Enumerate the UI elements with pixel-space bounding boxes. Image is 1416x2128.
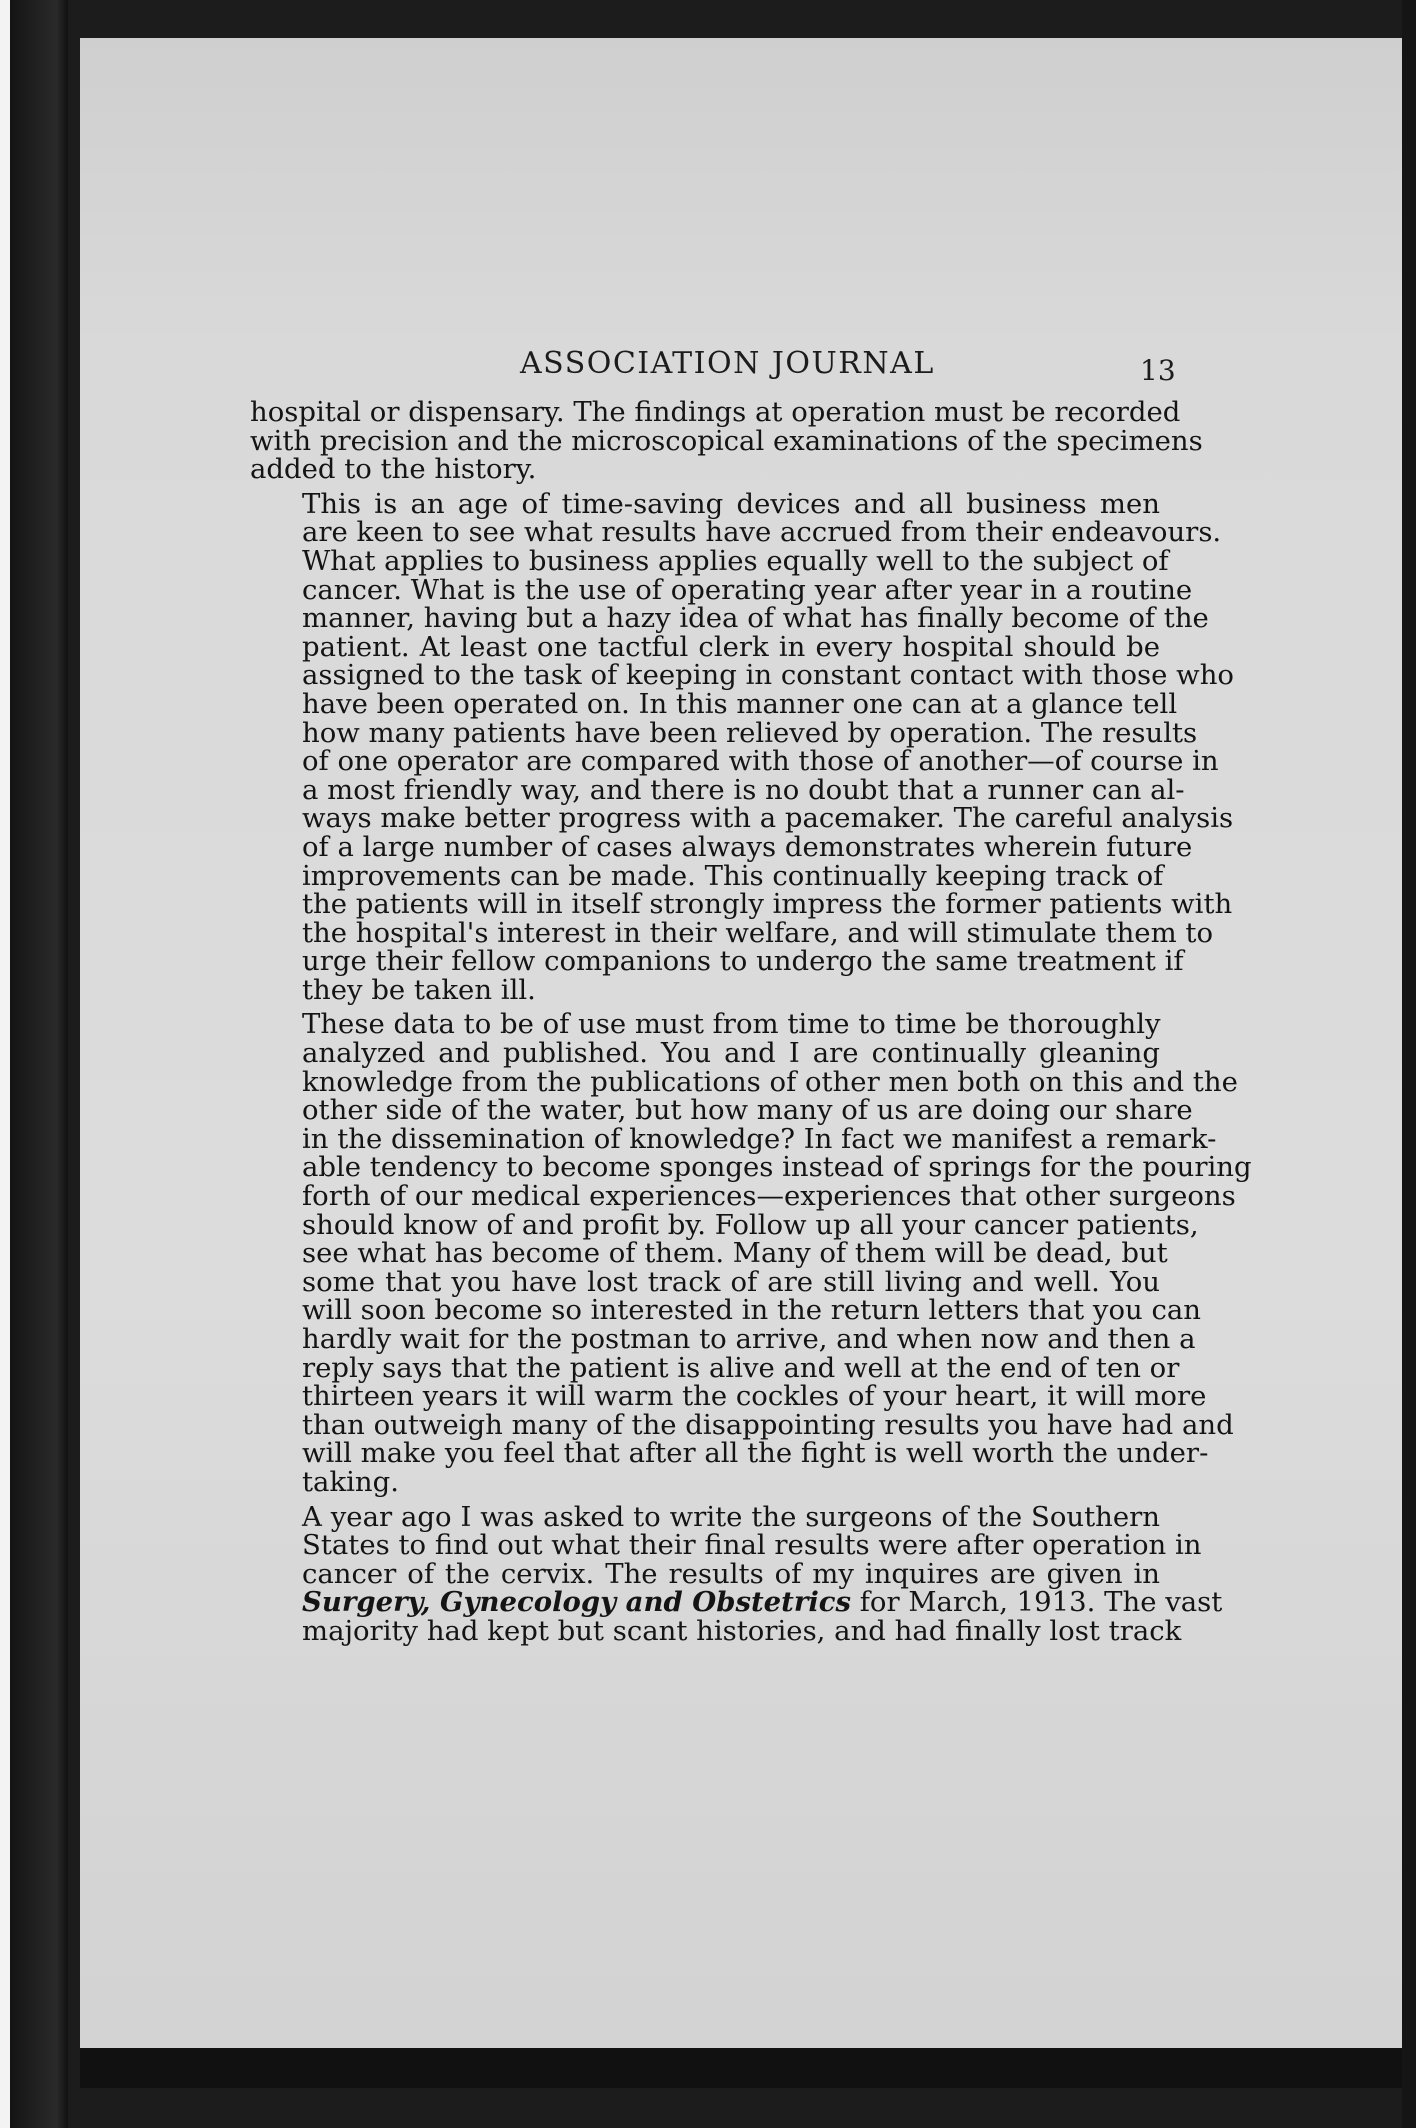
text-line: ways make better progress with a pacemaker. The careful analysis [302,802,1234,835]
paragraph [250,1500,1223,1647]
journal-title: ASSOCIATION JOURNAL [520,346,935,381]
text-line: are keen to see what results have accrued from their endeavours. [302,516,1222,549]
scan-right-edge [1402,0,1416,2128]
text-line: majority had kept but scant histories, and had finally lost track [302,1614,1182,1647]
text-line: some that you have lost track of are still living and well. You [302,1265,1160,1298]
journal-citation: Surgery, Gynecology and Obstetrics [302,1586,852,1619]
text-line: analyzed and published. You and I are continually gleaning [302,1037,1160,1070]
scan-left-margin [0,0,10,2128]
text-line: knowledge from the publications of other men both on this and the [302,1065,1238,1098]
text-line: patient. At least one tactful clerk in every hospital should be [302,630,1160,663]
text-line: taking. [302,1465,399,1498]
text-line: thirteen years it will warm the cockles of your heart, it will more [302,1380,1207,1413]
text-line: cancer. What is the use of operating year after year in a routine [302,573,1193,606]
text-line: the hospital's interest in their welfare, and will stimulate them to [302,916,1214,949]
text-line: other side of the water, but how many of us are doing our share [302,1094,1193,1127]
text-line [250,1586,1223,1619]
scan-bottom-edge [80,2048,1402,2088]
text-line: forth of our medical experiences—experiences that other surgeons [302,1180,1236,1213]
text-line: in the dissemination of knowledge? In fact we manifest a remark- [302,1122,1217,1155]
text-line: manner, having but a hazy idea of what has finally become of the [302,602,1209,635]
text-line: What applies to business applies equally well to the subject of [302,544,1169,577]
text-line: This is an age of time-saving devices and all business men [302,487,1160,520]
page-number: 13 [1140,354,1176,387]
text-line: States to find out what their final results were after operation in [302,1529,1202,1562]
text-line: able tendency to become sponges instead of springs for the pouring [302,1151,1252,1184]
book-page [80,38,1402,2088]
text-line: hospital or dispensary. The findings at operation must be recorded [250,396,1181,428]
text-line: of a large number of cases always demonstrates wherein future [302,830,1193,863]
text-line: added to the history. [250,453,537,486]
text-line: will make you feel that after all the fight is well worth the under- [302,1437,1209,1470]
body-text [250,396,1252,1647]
scan-book-gutter [10,0,68,2128]
paragraph [250,1008,1252,1498]
text-line: the patients will in itself strongly impress the former patients with [302,888,1233,921]
text-line: of one operator are compared with those of another—of course in [302,745,1219,778]
text-line: should know of and profit by. Follow up all your cancer patients, [302,1208,1199,1241]
paragraph [250,487,1234,1006]
text-line: than outweigh many of the disappointing results you have had and [302,1408,1234,1441]
text-line: have been operated on. In this manner one can at a glance tell [302,687,1178,720]
citation-continuation: for March, 1913. The vast [851,1586,1223,1619]
text-line: These data to be of use must from time to time be thoroughly [302,1008,1161,1041]
text-line: improvements can be made. This continually keeping track of [302,859,1164,892]
text-line: hardly wait for the postman to arrive, and when now and then a [302,1323,1196,1355]
text-line: see what has become of them. Many of them will be dead, but [302,1237,1168,1270]
running-head [80,306,1402,387]
text-line: with precision and the microscopical examinations of the specimens [250,424,1203,457]
text-line: assigned to the task of keeping in constant contact with those who [302,659,1234,692]
text-line: reply says that the patient is alive and well at the end of ten or [302,1351,1180,1384]
text-line: will soon become so interested in the return letters that you can [302,1294,1201,1327]
text-line: they be taken ill. [302,973,536,1006]
text-line: a most friendly way, and there is no doubt that a runner can al- [302,773,1185,806]
text-line: A year ago I was asked to write the surgeons of the Southern [302,1500,1160,1533]
paragraph [250,396,1203,486]
text-line: cancer of the cervix. The results of my inquires are given in [302,1557,1160,1590]
text-line: how many patients have been relieved by operation. The results [302,716,1198,749]
text-line: urge their fellow companions to undergo the same treatment if [302,945,1184,978]
